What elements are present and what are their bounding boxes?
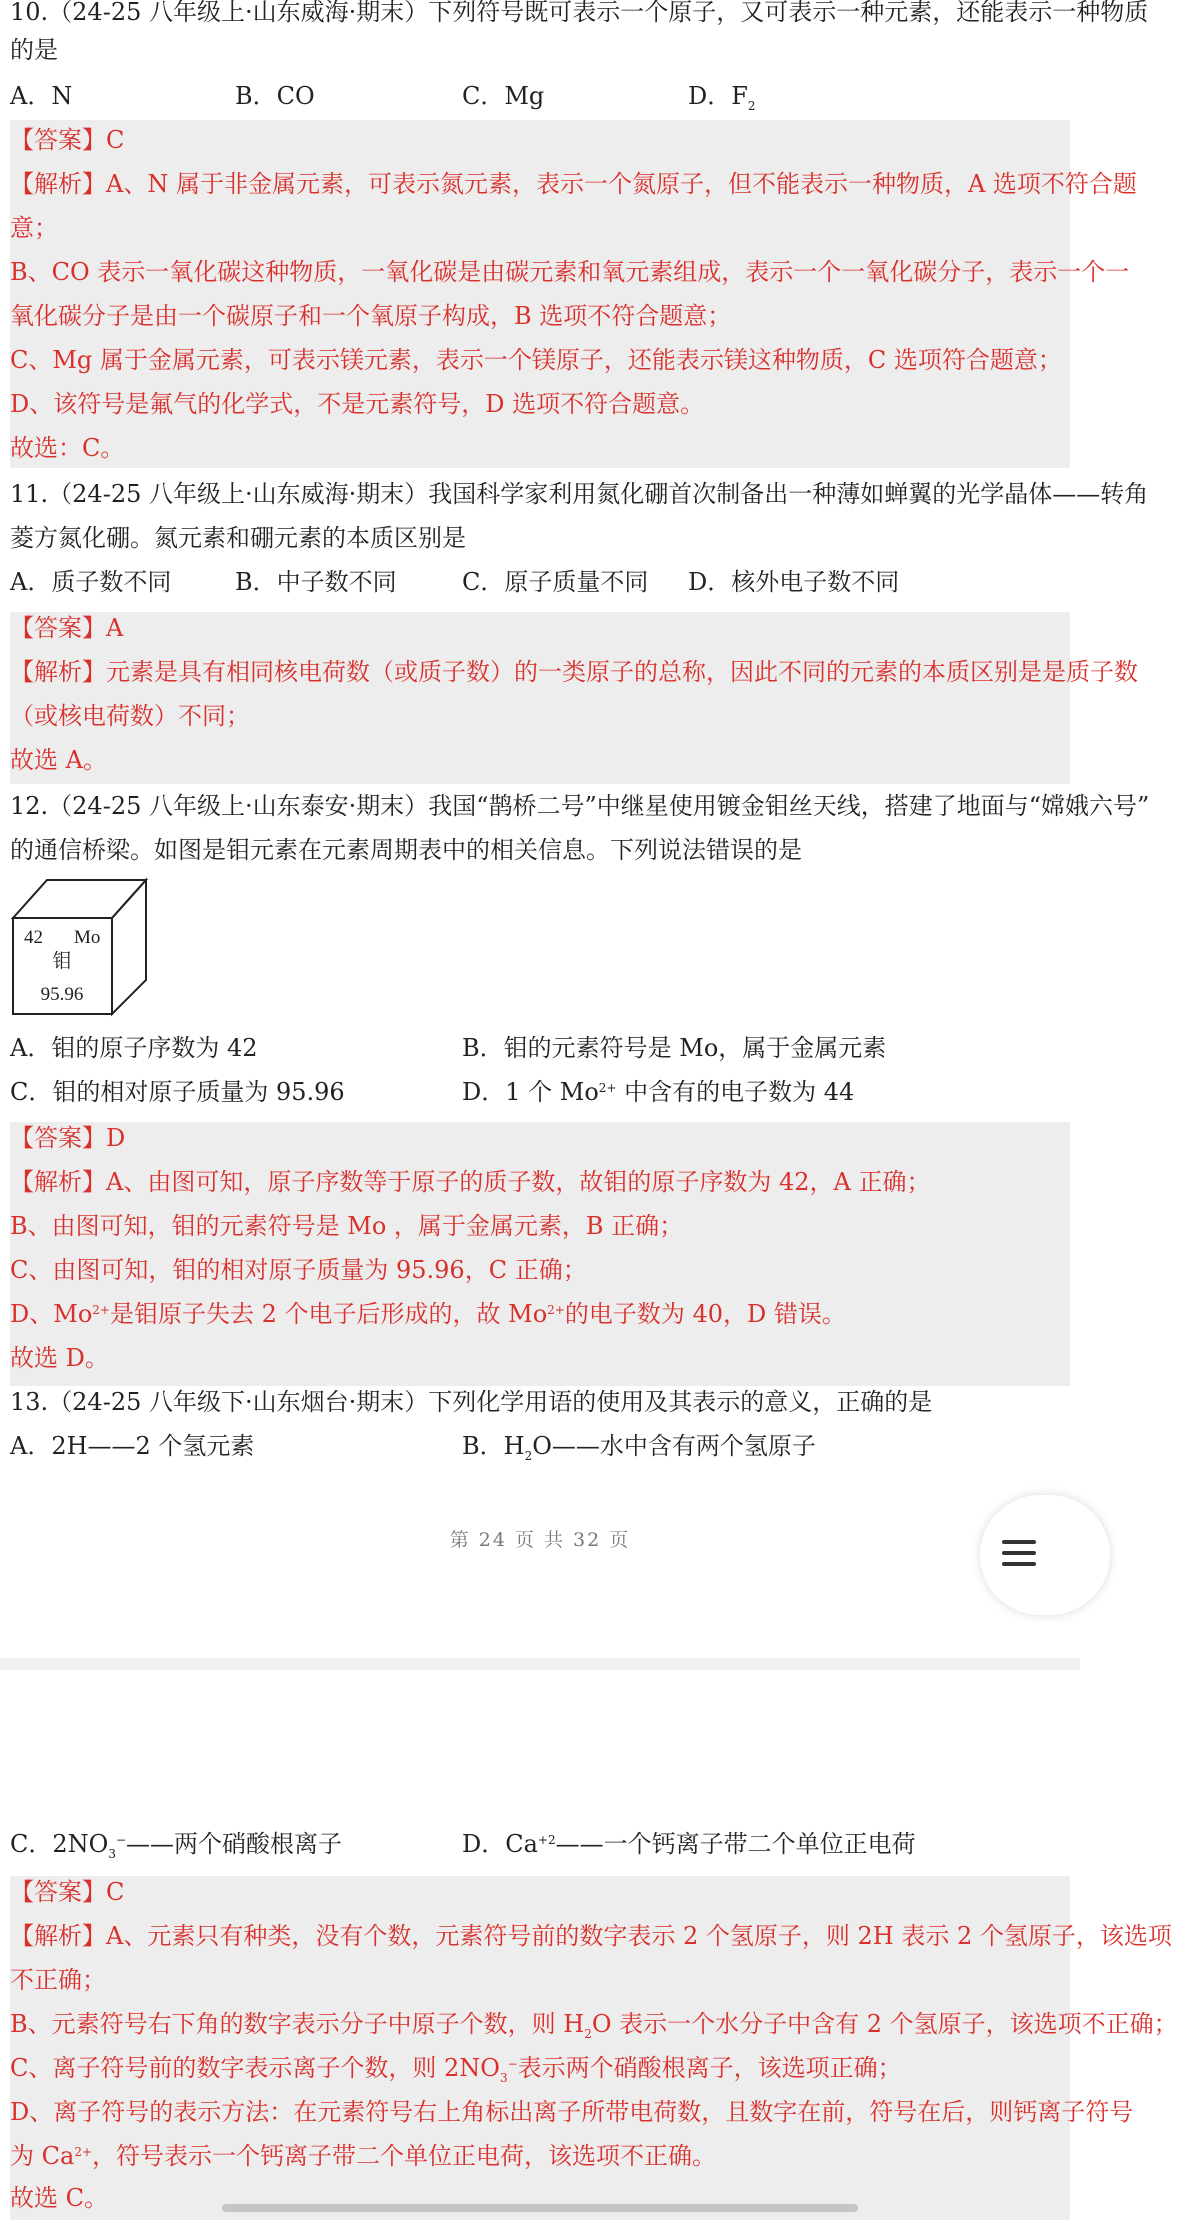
q10-stem-line1: 10.（24-25 八年级上·山东威海·期末）下列符号既可表示一个原子，又可表示一种元素，还能表示一种物质 <box>10 0 1149 26</box>
q12-option-d: D．1 个 $Mo^{2+}$ 中含有的电子数为 44 <box>462 1078 855 1106</box>
q12-option-b: B．钼的元素符号是 Mo，属于金属元素 <box>462 1034 887 1062</box>
q13-answer: 【答案】C <box>10 1878 125 1906</box>
q12-option-c: C．钼的相对原子质量为 95.96 <box>10 1078 345 1106</box>
q13-explanation-7: 故选 C。 <box>10 2184 108 2212</box>
q13-explanation-1: 【解析】A、元素只有种类，没有个数，元素符号前的数字表示 2 个氢原子，则 2H 表示 2 个氢原子，该选项 <box>10 1922 1172 1950</box>
q12-explanation-4: D、$Mo^{2+}$是钼原子失去 2 个电子后形成的，故 $Mo^{2+}$的电子数为 40，D 错误。 <box>10 1300 846 1328</box>
q11-option-a: A．质子数不同 <box>10 568 172 596</box>
q12-stem-line1: 12.（24-25 八年级上·山东泰安·期末）我国“鹊桥二号”中继星使用镀金钼丝天线，搭建了地面与“嫦娥六号” <box>10 792 1150 820</box>
home-indicator-bar[interactable] <box>222 2204 858 2212</box>
element-atomic-mass: 95.96 <box>40 984 84 1005</box>
q13-option-a: A．2H——2 个氢元素 <box>10 1432 255 1460</box>
q11-option-d: D．核外电子数不同 <box>688 568 900 596</box>
q10-explanation-1: 【解析】A、N 属于非金属元素，可表示氮元素，表示一个氮原子，但不能表示一种物质，A 选项不符合题 <box>10 170 1137 198</box>
menu-icon-bar-3 <box>1002 1562 1036 1566</box>
q10-option-d: D．$F_2$ <box>688 82 756 113</box>
q11-option-c: C．原子质量不同 <box>462 568 649 596</box>
q10-option-c: C．Mg <box>462 82 545 110</box>
q12-answer: 【答案】D <box>10 1124 126 1152</box>
q13-explanation-4: C、离子符号前的数字表示离子个数，则 $2NO_3^-$表示两个硝酸根离子，该选项正确； <box>10 2054 902 2085</box>
q10-option-b: B．CO <box>235 82 315 110</box>
q10-stem-line2: 的是 <box>10 36 58 64</box>
q11-answer: 【答案】A <box>10 614 124 642</box>
q10-explanation-6: D、该符号是氟气的化学式，不是元素符号，D 选项不符合题意。 <box>10 390 705 418</box>
element-name: 钼 <box>52 950 72 972</box>
q10-option-a: A．N <box>10 82 73 110</box>
q10-answer: 【答案】C <box>10 126 125 154</box>
element-symbol: Mo <box>74 927 101 948</box>
q10-explanation-5: C、Mg 属于金属元素，可表示镁元素，表示一个镁原子，还能表示镁这种物质，C 选项符合题意； <box>10 346 1062 374</box>
element-tile-diagram <box>12 878 152 1018</box>
q11-explanation-1: 【解析】元素是具有相同核电荷数（或质子数）的一类原子的总称，因此不同的元素的本质区别是是质子数 <box>10 658 1138 686</box>
q13-explanation-2: 不正确； <box>10 1966 106 1994</box>
q12-explanation-1: 【解析】A、由图可知，原子序数等于原子的质子数，故钼的原子序数为 42，A 正确； <box>10 1168 931 1196</box>
page-divider <box>0 1658 1080 1670</box>
q11-explanation-3: 故选 A。 <box>10 746 107 774</box>
menu-icon <box>1002 1540 1036 1544</box>
q11-stem-line1: 11.（24-25 八年级上·山东威海·期末）我国科学家利用氮化硼首次制备出一种薄如蝉翼的光学晶体——转角 <box>10 480 1149 508</box>
q12-explanation-2: B、由图可知，钼的元素符号是 Mo ，属于金属元素，B 正确； <box>10 1212 684 1240</box>
q10-explanation-4: 氧化碳分子是由一个碳原子和一个氧原子构成，B 选项不符合题意； <box>10 302 732 330</box>
q11-explanation-2: （或核电荷数）不同； <box>10 702 250 730</box>
q10-explanation-2: 意； <box>10 214 58 242</box>
q12-explanation-3: C、由图可知，钼的相对原子质量为 95.96，C 正确； <box>10 1256 587 1284</box>
floating-menu-button[interactable] <box>980 1495 1110 1615</box>
q12-stem-line2: 的通信桥梁。如图是钼元素在元素周期表中的相关信息。下列说法错误的是 <box>10 836 802 864</box>
q11-stem-line2: 菱方氮化硼。氮元素和硼元素的本质区别是 <box>10 524 466 552</box>
q13-explanation-5: D、离子符号的表示方法：在元素符号右上角标出离子所带电荷数，且数字在前，符号在后，则钙离子符号 <box>10 2098 1134 2126</box>
q13-option-b: B．$H_2O——$水中含有两个氢原子 <box>462 1432 816 1463</box>
q13-stem: 13.（24-25 八年级下·山东烟台·期末）下列化学用语的使用及其表示的意义，正确的是 <box>10 1388 933 1416</box>
q13-option-d: D．$Ca^{+2}——$一个钙离子带二个单位正电荷 <box>462 1830 916 1858</box>
q12-explanation-5: 故选 D。 <box>10 1344 109 1372</box>
q12-option-a: A．钼的原子序数为 42 <box>10 1034 258 1062</box>
q13-explanation-3: B、元素符号右下角的数字表示分子中原子个数，则 $H_2O$ 表示一个水分子中含有 2 个氢原子，该选项不正确； <box>10 2010 1178 2041</box>
q11-option-b: B．中子数不同 <box>235 568 397 596</box>
page-number-footer: 第 24 页 共 32 页 <box>449 1529 631 1551</box>
element-atomic-number: 42 <box>24 927 43 948</box>
menu-icon-bar-2 <box>1002 1551 1036 1555</box>
q10-explanation-3: B、CO 表示一氧化碳这种物质，一氧化碳是由碳元素和氧元素组成，表示一个一氧化碳分子，表示一个一 <box>10 258 1130 286</box>
q10-explanation-7: 故选：C。 <box>10 434 125 462</box>
q13-explanation-6: 为 $Ca^{2+}$，符号表示一个钙离子带二个单位正电荷，该选项不正确。 <box>10 2142 717 2170</box>
q13-option-c: C．$2NO_3^-——$两个硝酸根离子 <box>10 1830 343 1861</box>
